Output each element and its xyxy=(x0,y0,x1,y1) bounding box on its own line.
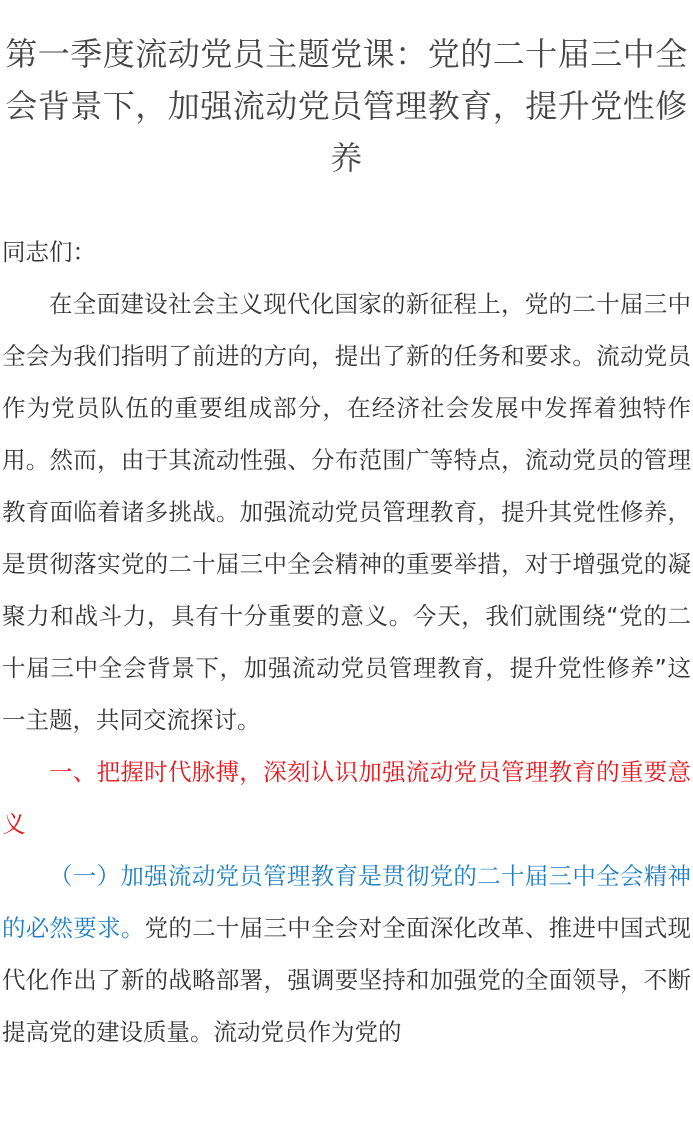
document-page xyxy=(0,28,693,1125)
subsection-heading: （一）加强流动党员管理教育是贯彻党的二十届三中全会精神的必然要求。 xyxy=(2,862,691,942)
intro-paragraph: 在全面建设社会主义现代化国家的新征程上，党的二十届三中全会为我们指明了前进的方向，提出了新的任务和要求。流动党员作为党员队伍的重要组成部分，在经济社会发展中发挥着独特作用。然而，由于其流动性强、分布范围广等特点，流动党员的管理教育面临着诸多挑战。加强流动党员管理教育，提升其党性修养，是贯彻落实党的二十届三中全会精神的重要举措，对于增强党的凝聚力和战斗力，具有十分重要的意义。今天，我们就围绕“党的二十届三中全会背景下，加强流动党员管理教育，提升党性修养”这一主题，共同交流探讨。 xyxy=(2,290,691,734)
subsection-paragraph xyxy=(0,850,693,1058)
section-heading: 一、把握时代脉搏，深刻认识加强流动党员管理教育的重要意义 xyxy=(2,758,691,838)
subsection-text: 党的二十届三中全会对全面深化改革、推进中国式现代化作出了新的战略部署，强调要坚持和加强党的全面领导，不断提高党的建设质量。流动党员作为党的 xyxy=(2,914,692,1046)
salutation: 同志们： xyxy=(2,238,96,266)
document-title: 第一季度流动党员主题党课：党的二十届三中全会背景下，加强流动党员管理教育，提升党性修养 xyxy=(5,35,688,177)
